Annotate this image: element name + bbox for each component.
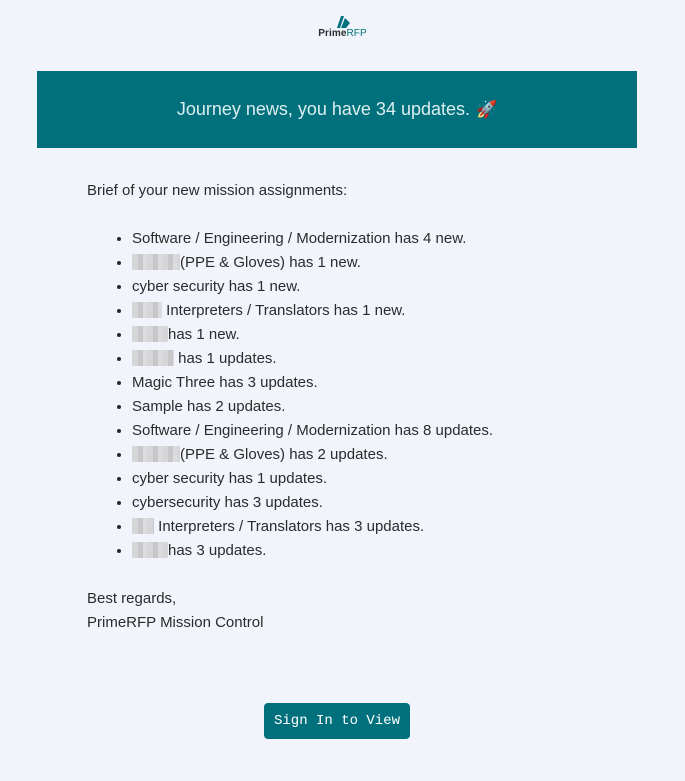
list-item-text: cybersecurity has 3 updates. bbox=[132, 494, 323, 511]
list-item-text: Sample has 2 updates. bbox=[132, 398, 286, 415]
list-item bbox=[132, 419, 607, 443]
redacted-text bbox=[132, 350, 174, 366]
list-item-text: (PPE & Gloves) has 1 new. bbox=[180, 254, 361, 271]
brand-name-rfp: RFP bbox=[346, 28, 367, 39]
list-item-text: Software / Engineering / Modernization has 4 new. bbox=[132, 230, 467, 247]
sign-off bbox=[87, 587, 607, 635]
sign-off-signature: PrimeRFP Mission Control bbox=[87, 614, 264, 631]
redacted-text bbox=[132, 518, 154, 534]
header-banner bbox=[37, 71, 637, 148]
list-item-text: cyber security has 1 updates. bbox=[132, 470, 328, 487]
list-item bbox=[132, 539, 607, 563]
list-item bbox=[132, 323, 607, 347]
list-item-text: Interpreters / Translators has 3 updates. bbox=[158, 518, 425, 535]
email-body bbox=[87, 179, 607, 635]
list-item-text: Magic Three has 3 updates. bbox=[132, 374, 318, 391]
list-item bbox=[132, 299, 607, 323]
list-item-text: cyber security has 1 new. bbox=[132, 278, 301, 295]
list-item bbox=[132, 395, 607, 419]
brand-name bbox=[0, 28, 685, 40]
list-item-text: has 1 updates. bbox=[178, 350, 277, 367]
list-item bbox=[132, 371, 607, 395]
intro-text: Brief of your new mission assignments: bbox=[87, 182, 348, 199]
redacted-text bbox=[132, 446, 180, 462]
rocket-icon: 🚀 bbox=[476, 99, 498, 119]
logo-mark-icon bbox=[334, 15, 352, 29]
redacted-text bbox=[132, 326, 168, 342]
list-item-text: has 1 new. bbox=[168, 326, 240, 343]
sign-in-button[interactable]: Sign In to View bbox=[264, 703, 410, 739]
brand-logo[interactable] bbox=[0, 15, 685, 40]
list-item bbox=[132, 467, 607, 491]
redacted-text bbox=[132, 542, 168, 558]
redacted-text bbox=[132, 254, 180, 270]
list-item bbox=[132, 443, 607, 467]
list-item-text: Interpreters / Translators has 1 new. bbox=[166, 302, 406, 319]
list-item-text: Software / Engineering / Modernization has 8 updates. bbox=[132, 422, 494, 439]
list-item bbox=[132, 347, 607, 371]
list-item-text: (PPE & Gloves) has 2 updates. bbox=[180, 446, 388, 463]
list-item bbox=[132, 251, 607, 275]
assignment-list bbox=[87, 227, 607, 563]
list-item-text: has 3 updates. bbox=[168, 542, 267, 559]
sign-off-greeting: Best regards, bbox=[87, 590, 177, 607]
banner-text: Journey news, you have 34 updates. bbox=[176, 99, 471, 119]
brand-name-prime: Prime bbox=[318, 28, 347, 39]
list-item bbox=[132, 491, 607, 515]
list-item bbox=[132, 515, 607, 539]
redacted-text bbox=[132, 302, 162, 318]
list-item bbox=[132, 227, 607, 251]
list-item bbox=[132, 275, 607, 299]
